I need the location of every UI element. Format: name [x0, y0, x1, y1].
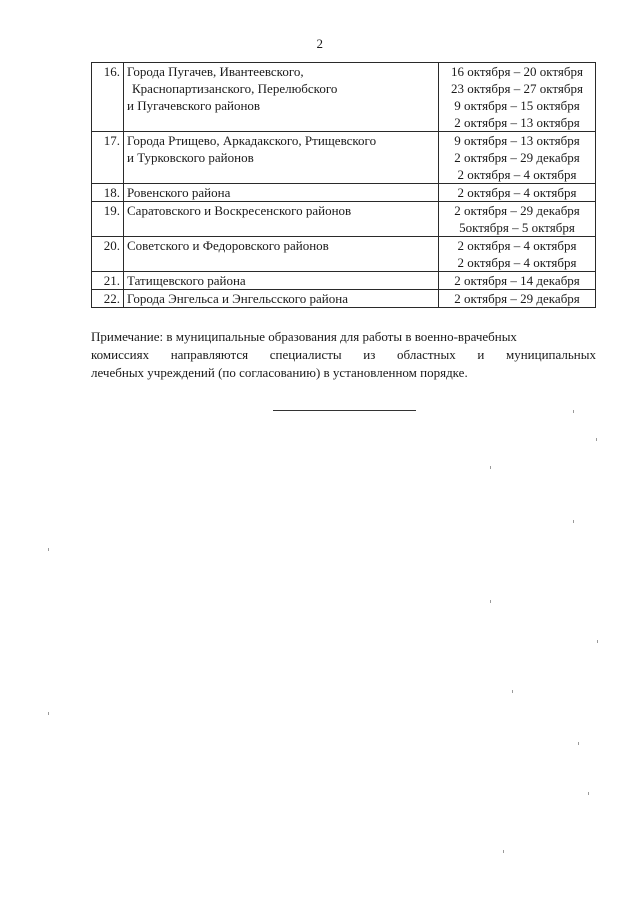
scan-speck: [48, 548, 49, 551]
date-ranges: [439, 184, 596, 202]
district-name-line: Советского и Федоровского районов: [127, 238, 329, 253]
date-ranges: [439, 132, 596, 184]
date-ranges: [439, 63, 596, 132]
district-name: [124, 290, 439, 308]
date-range: 2 октября – 4 октября: [457, 185, 577, 200]
page-number: 2: [316, 36, 324, 51]
row-number: 21.: [92, 272, 124, 290]
district-name-line: Татищевского района: [127, 273, 246, 288]
date-ranges: [439, 272, 596, 290]
scan-speck: [48, 712, 49, 715]
footnote-line: Примечание: в муниципальные образования для работы в военно-врачебных: [91, 329, 517, 344]
date-range: 2 октября – 29 декабря: [454, 150, 580, 165]
scan-speck: [588, 792, 589, 795]
row-number: 20.: [92, 237, 124, 272]
district-name-line: Ровенского района: [127, 185, 231, 200]
signature-divider: [273, 410, 416, 411]
date-range: 9 октября – 15 октября: [454, 98, 580, 113]
date-range: 2 октября – 4 октября: [457, 238, 577, 253]
date-range: 2 октября – 14 декабря: [454, 273, 580, 288]
scan-speck: [503, 850, 504, 853]
schedule-table: [91, 62, 596, 308]
date-range: 2 октября – 29 декабря: [454, 291, 580, 306]
footnote-line: лечебных учреждений (по согласованию) в установленном порядке.: [91, 365, 468, 380]
scan-speck: [578, 742, 579, 745]
date-ranges: [439, 290, 596, 308]
date-range: 2 октября – 13 октября: [454, 115, 580, 130]
scan-speck: [490, 600, 491, 603]
scan-speck: [596, 438, 597, 441]
scan-speck: [512, 690, 513, 693]
district-name-line: и Турковского районов: [127, 150, 254, 165]
row-number: 19.: [92, 202, 124, 237]
row-number: 17.: [92, 132, 124, 184]
table-row: [92, 272, 596, 290]
date-range: 2 октября – 4 октября: [457, 167, 577, 182]
district-name-line: Краснопартизанского, Перелюбского: [132, 81, 338, 96]
row-number: 18.: [92, 184, 124, 202]
row-number: 22.: [92, 290, 124, 308]
district-name-line: Города Пугачев, Ивантеевского,: [127, 64, 304, 79]
scan-speck: [597, 640, 598, 643]
district-name: [124, 132, 439, 184]
district-name-line: Города Энгельса и Энгельсского района: [127, 291, 348, 306]
district-name: [124, 202, 439, 237]
date-range: 16 октября – 20 октября: [451, 64, 583, 79]
date-range: 2 октября – 29 декабря: [454, 203, 580, 218]
table-row: [92, 202, 596, 237]
date-range: 2 октября – 4 октября: [457, 255, 577, 270]
row-number: 16.: [92, 63, 124, 132]
scan-speck: [490, 466, 491, 469]
table-row: [92, 237, 596, 272]
table-row: [92, 184, 596, 202]
date-ranges: [439, 237, 596, 272]
table-row: [92, 132, 596, 184]
scan-speck: [573, 520, 574, 523]
district-name: [124, 184, 439, 202]
table-row: [92, 63, 596, 132]
district-name-line: и Пугачевского районов: [127, 98, 261, 113]
date-range: 23 октября – 27 октября: [451, 81, 583, 96]
date-range: 5октября – 5 октября: [459, 220, 575, 235]
scan-speck: [573, 410, 574, 413]
district-name: [124, 63, 439, 132]
district-name-line: Города Ртищево, Аркадакского, Ртищевского: [127, 133, 377, 148]
district-name: [124, 272, 439, 290]
footnote-paragraph: [91, 328, 596, 382]
date-ranges: [439, 202, 596, 237]
district-name-line: Саратовского и Воскресенского районов: [127, 203, 352, 218]
district-name: [124, 237, 439, 272]
table-row: [92, 290, 596, 308]
footnote-line: комиссиях направляются специалисты из областных и муниципальных: [91, 347, 596, 362]
date-range: 9 октября – 13 октября: [454, 133, 580, 148]
